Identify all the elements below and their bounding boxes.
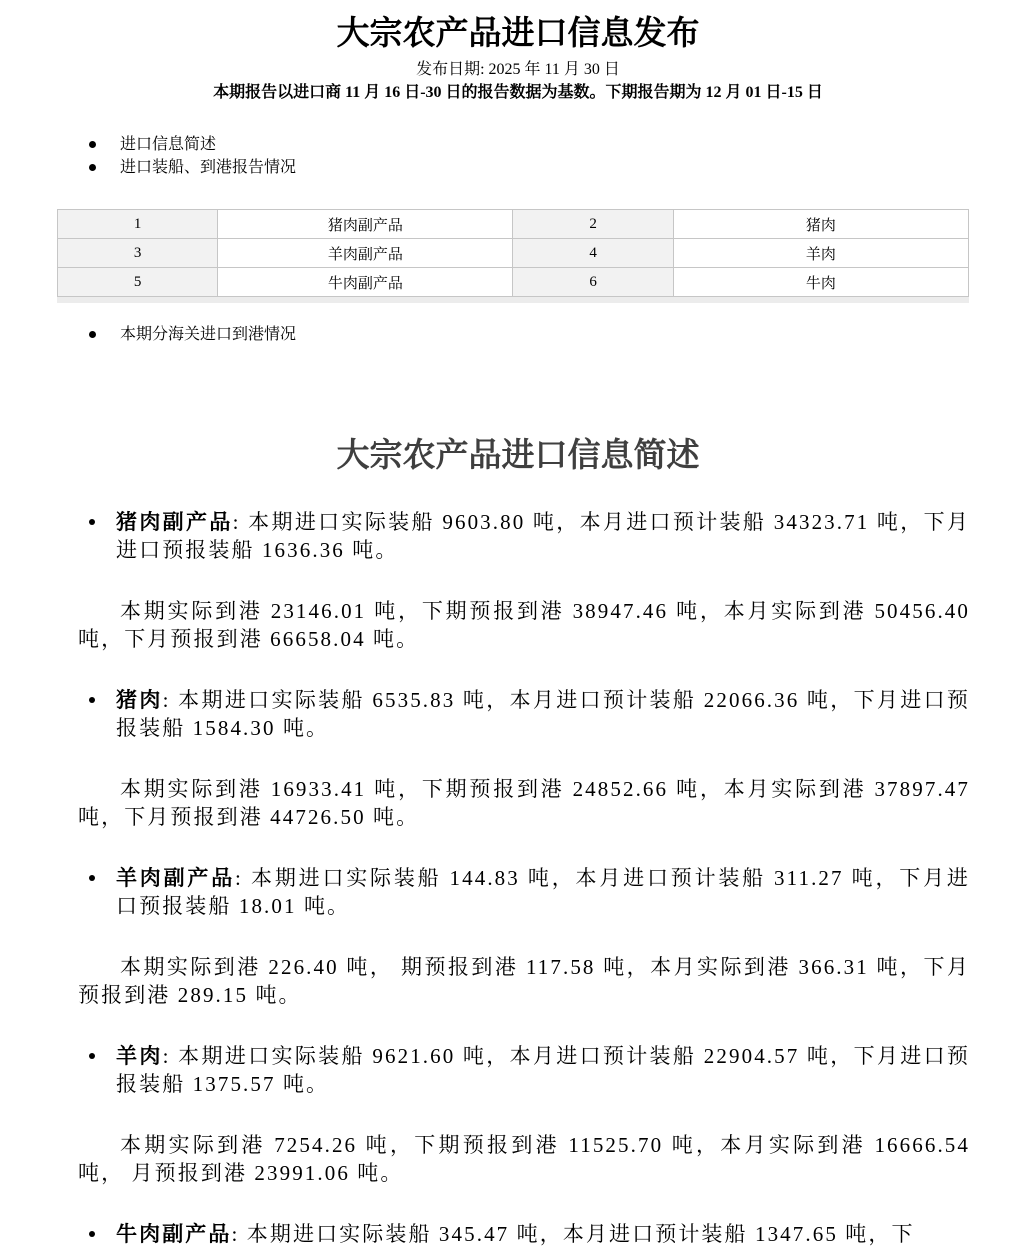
bullet-icon	[89, 519, 95, 525]
publish-date: 发布日期: 2025 年 11 月 30 日	[416, 61, 620, 78]
table-cell-product: 猪肉	[673, 210, 968, 239]
table-row	[58, 268, 969, 297]
arrival-paragraph: 本期实际到港 226.40 吨， 期预报到港 117.58 吨，本月实际到港 366.31 吨，下月预报到港 289.15 吨。	[78, 955, 970, 1007]
product-item-pork	[78, 686, 970, 742]
report-period-notice: 本期报告以进口商 11 月 16 日-30 日的报告数据为基数。下期报告期为 12 月 01 日-15 日	[213, 84, 823, 101]
table-cell-product: 牛肉	[673, 268, 968, 297]
product-item-mutton	[78, 1042, 970, 1098]
table-cell-index: 4	[513, 239, 673, 268]
bullet-icon	[89, 141, 96, 148]
toc-item-shipping-report	[88, 156, 1036, 179]
table-cell-product: 羊肉	[673, 239, 968, 268]
toc-item-customs-arrival	[88, 323, 1036, 346]
toc-item-label: 进口信息简述	[120, 136, 217, 153]
arrival-paragraph: 本期实际到港 23146.01 吨，下期预报到港 38947.46 吨，本月实际到港 50456.40 吨，下月预报到港 66658.04 吨。	[78, 599, 970, 651]
product-item-beef-byproducts	[78, 1220, 970, 1248]
toc-list-customs	[88, 323, 1036, 346]
table-cell-index: 6	[513, 268, 673, 297]
product-name: 猪肉	[116, 688, 163, 712]
product-index-table-wrap	[57, 209, 969, 303]
bullet-icon	[89, 164, 96, 171]
toc-list	[88, 133, 1036, 179]
bullet-icon	[89, 1053, 95, 1059]
shipping-text: : 本期进口实际装船 144.83 吨，本月进口预计装船 311.27 吨，下月进口预报装船 18.01 吨。	[116, 866, 970, 918]
table-cell-product: 猪肉副产品	[218, 210, 513, 239]
product-name: 羊肉副产品	[116, 866, 236, 890]
table-cell-index: 5	[58, 268, 218, 297]
table-cell-product: 羊肉副产品	[218, 239, 513, 268]
product-item-pork-byproducts	[78, 508, 970, 564]
table-cell-index: 3	[58, 239, 218, 268]
table-cell-index: 2	[513, 210, 673, 239]
toc-item-label: 进口装船、到港报告情况	[120, 159, 297, 176]
product-index-table	[57, 209, 969, 297]
bullet-icon	[89, 331, 96, 338]
product-name: 羊肉	[116, 1044, 163, 1068]
table-row	[58, 210, 969, 239]
doc-title: 大宗农产品进口信息发布	[336, 16, 700, 52]
toc-item-label: 本期分海关进口到港情况	[120, 326, 297, 343]
product-item-mutton-byproducts	[78, 864, 970, 920]
shipping-text: : 本期进口实际装船 9603.80 吨，本月进口预计装船 34323.71 吨，下月进口预报装船 1636.36 吨。	[116, 510, 971, 562]
summary-section	[78, 508, 970, 1248]
arrival-paragraph: 本期实际到港 7254.26 吨，下期预报到港 11525.70 吨，本月实际到港 16666.54 吨， 月预报到港 23991.06 吨。	[78, 1133, 970, 1185]
arrival-paragraph: 本期实际到港 16933.41 吨，下期预报到港 24852.66 吨，本月实际到港 37897.47 吨，下月预报到港 44726.50 吨。	[78, 777, 970, 829]
table-cell-index: 1	[58, 210, 218, 239]
bullet-icon	[89, 697, 95, 703]
table-row	[58, 239, 969, 268]
table-cell-product: 牛肉副产品	[218, 268, 513, 297]
product-name: 猪肉副产品	[116, 510, 233, 534]
bullet-icon	[89, 1231, 95, 1237]
section-title: 大宗农产品进口信息简述	[336, 438, 700, 474]
toc-item-summary	[88, 133, 1036, 156]
product-name: 牛肉副产品	[116, 1222, 232, 1246]
shipping-text: : 本期进口实际装船 345.47 吨，本月进口预计装船 1347.65 吨，下	[231, 1222, 915, 1246]
shipping-text: : 本期进口实际装船 6535.83 吨，本月进口预计装船 22066.36 吨，下月进口预报装船 1584.30 吨。	[116, 688, 971, 740]
shipping-text: : 本期进口实际装船 9621.60 吨，本月进口预计装船 22904.57 吨，下月进口预报装船 1375.57 吨。	[116, 1044, 971, 1096]
bullet-icon	[89, 875, 95, 881]
